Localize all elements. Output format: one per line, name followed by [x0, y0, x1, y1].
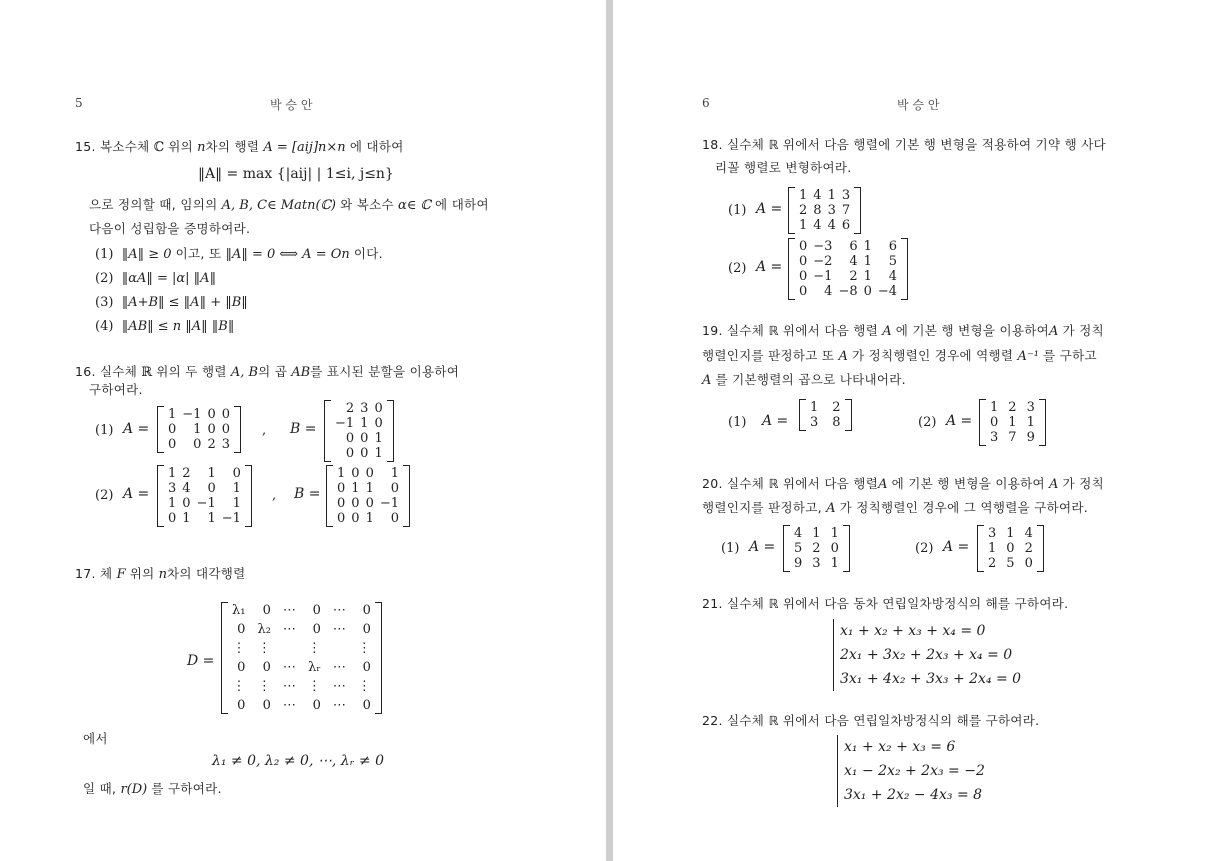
- equation: 3x₁ + 4x₂ + 3x₃ + 2x₄ = 0: [840, 671, 1022, 687]
- system-22: [837, 735, 985, 807]
- matrix-entry: 1: [863, 254, 872, 269]
- matrix-19-2: [979, 399, 1046, 446]
- problem-17-last: 일 때, r(D) 를 구하여라.: [83, 781, 222, 797]
- matrix-entry: 1: [988, 541, 997, 556]
- matrix-entry: −3: [813, 239, 833, 254]
- matrix-entry: 1: [365, 511, 374, 526]
- matrix-entry: ⋮: [232, 641, 246, 656]
- matrix-A2: [157, 465, 252, 527]
- running-head: 박 승 안: [270, 98, 313, 112]
- problem-19-line1: 19. 실수체 ℝ 위에서 다음 행렬 A 에 기본 행 변형을 이용하여A 가 정칙: [702, 323, 1104, 339]
- matrix-entry: 4: [827, 218, 836, 233]
- matrix-entry: 0: [337, 481, 346, 496]
- matrix-entry: 6: [888, 239, 898, 254]
- matrix-entry: 1: [810, 400, 819, 415]
- matrix-entry: ⋯: [282, 660, 296, 675]
- matrix-entry: ⋯: [332, 603, 346, 618]
- matrix-entry: ⋯: [332, 660, 346, 675]
- matrix-entry: 3: [168, 481, 177, 496]
- matrix-entry: [283, 641, 296, 656]
- matrix-entry: 1: [168, 466, 177, 481]
- matrix-18-2: [788, 238, 908, 300]
- matrix-entry: 0: [351, 511, 360, 526]
- matrix-A-label: A =: [756, 201, 783, 217]
- matrix-entry: 1: [232, 481, 241, 496]
- matrix-entry: 0: [799, 239, 808, 254]
- matrix-entry: 1: [1006, 526, 1015, 541]
- matrix-entry: 1: [168, 496, 177, 511]
- part-label: (1): [721, 541, 740, 556]
- part-label: (1): [95, 423, 114, 438]
- matrix-entry: 3: [810, 415, 819, 430]
- matrix-B1: [324, 400, 394, 462]
- matrix-entry: 4: [824, 284, 833, 299]
- matrix-entry: 3: [812, 556, 821, 571]
- matrix-entry: 0: [221, 422, 231, 437]
- matrix-entry: 0: [182, 496, 191, 511]
- matrix-entry: ⋯: [282, 698, 296, 713]
- problem-16-line2: 구하여라.: [89, 382, 143, 397]
- matrix-entry: 4: [849, 254, 858, 269]
- matrix-entry: 0: [237, 622, 246, 637]
- matrix-entry: ⋮: [232, 679, 246, 694]
- matrix-entry: ⋮: [307, 679, 321, 694]
- problem-15-item2: (2) ‖αA‖ = |α| ‖A‖: [95, 271, 217, 286]
- matrix-entry: 0: [168, 437, 177, 452]
- matrix-entry: 1: [182, 511, 191, 526]
- matrix-A-label: A =: [123, 486, 150, 502]
- matrix-entry: ⋯: [282, 679, 296, 694]
- matrix-entry: 1: [830, 526, 839, 541]
- matrix-entry: 0: [863, 284, 872, 299]
- matrix-entry: 3: [990, 430, 999, 445]
- matrix-D: [221, 602, 382, 714]
- norm-definition: ‖A‖ = max {|aij| | 1≤i, j≤n}: [198, 166, 394, 182]
- matrix-entry: 0: [365, 496, 374, 511]
- matrix-entry: 0: [374, 416, 383, 431]
- matrix-D-label: D =: [187, 653, 215, 669]
- matrix-entry: 2: [849, 269, 858, 284]
- matrix-entry: 1: [232, 496, 241, 511]
- matrix-entry: 0: [365, 466, 374, 481]
- matrix-entry: 0: [237, 698, 246, 713]
- part-label: (1): [728, 415, 747, 430]
- matrix-20-1: [783, 525, 850, 572]
- comma: ,: [262, 423, 267, 438]
- matrix-entry: 0: [390, 511, 400, 526]
- page-gutter: [606, 0, 613, 861]
- matrix-entry: 1: [374, 446, 383, 461]
- equation: 3x₁ + 2x₂ − 4x₃ = 8: [844, 787, 983, 803]
- matrix-entry: 0: [362, 603, 371, 618]
- matrix-entry: ⋯: [332, 622, 346, 637]
- matrix-entry: 1: [799, 188, 808, 203]
- equation: 2x₁ + 3x₂ + 2x₃ + x₄ = 0: [840, 647, 1013, 663]
- matrix-entry: 4: [813, 218, 822, 233]
- matrix-A-label: A =: [943, 539, 970, 555]
- matrix-entry: 0: [362, 622, 371, 637]
- matrix-entry: 5: [1006, 556, 1015, 571]
- part-label: (2): [728, 261, 747, 276]
- problem-20-line1: 20. 실수체 ℝ 위에서 다음 행렬A 에 기본 행 변형을 이용하여 A 가 정칙: [702, 476, 1104, 492]
- matrix-B-label: B =: [294, 486, 321, 502]
- matrix-entry: 1: [1008, 415, 1017, 430]
- matrix-entry: ⋯: [282, 603, 296, 618]
- matrix-entry: 4: [888, 269, 898, 284]
- matrix-A-label: A =: [749, 539, 776, 555]
- matrix-entry: 0: [360, 431, 369, 446]
- problem-15-item1: (1) ‖A‖ ≥ 0 이고, 또 ‖A‖ = 0 ⟺ A = On 이다.: [95, 246, 383, 262]
- matrix-entry: ⋯: [332, 698, 346, 713]
- matrix-entry: 5: [888, 254, 898, 269]
- matrix-entry: 0: [221, 407, 231, 422]
- matrix-entry: 1: [374, 431, 383, 446]
- problem-17-where: 에서: [83, 731, 108, 746]
- matrix-entry: 1: [360, 416, 369, 431]
- matrix-entry: 1: [863, 269, 872, 284]
- matrix-entry: 2: [1008, 400, 1017, 415]
- matrix-entry: −8: [838, 284, 858, 299]
- matrix-entry: −1: [335, 416, 355, 431]
- matrix-entry: 0: [312, 622, 321, 637]
- problem-18-line1: 18. 실수체 ℝ 위에서 다음 행렬에 기본 행 변형을 적용하여 기약 행 사다: [702, 137, 1107, 152]
- matrix-20-2: [977, 525, 1044, 572]
- problem-15-line3: 다음이 성립함을 증명하여라.: [89, 221, 251, 236]
- problem-19-line2: 행렬인지를 판정하고 또 A 가 정칙행렬인 경우에 역행렬 A⁻¹ 를 구하고: [702, 348, 1097, 364]
- matrix-entry: 3: [827, 203, 836, 218]
- matrix-A-label: A =: [762, 413, 789, 429]
- matrix-A-label: A =: [123, 421, 150, 437]
- matrix-entry: −1: [182, 407, 202, 422]
- matrix-entry: 0: [312, 603, 321, 618]
- matrix-entry: 1: [1026, 415, 1035, 430]
- equation: x₁ − 2x₂ + 2x₃ = −2: [844, 763, 985, 779]
- matrix-entry: 1: [799, 218, 808, 233]
- running-head: 박 승 안: [897, 98, 940, 112]
- matrix-entry: 4: [182, 481, 191, 496]
- problem-18-line2: 리꼴 행렬로 변형하여라.: [715, 160, 852, 175]
- matrix-entry: 0: [207, 481, 216, 496]
- matrix-entry: ⋮: [257, 679, 271, 694]
- problem-15-line2: 으로 정의할 때, 임의의 A, B, C∈ Matn(ℂ) 와 복소수 α∈ ℂ 에 대하여: [89, 197, 489, 213]
- matrix-entry: 1: [830, 556, 839, 571]
- matrix-entry: 0: [1006, 541, 1015, 556]
- matrix-entry: 1: [207, 466, 216, 481]
- matrix-entry: 6: [849, 239, 858, 254]
- problem-20-line2: 행렬인지를 판정하고, A 가 정칙행렬인 경우에 그 역행렬을 구하여라.: [702, 500, 1089, 516]
- matrix-entry: 0: [362, 660, 371, 675]
- matrix-entry: 0: [337, 511, 346, 526]
- matrix-entry: 3: [360, 401, 369, 416]
- matrix-entry: 2: [988, 556, 997, 571]
- matrix-entry: [333, 641, 346, 656]
- system-21: [833, 619, 1021, 691]
- part-label: (2): [915, 541, 934, 556]
- matrix-18-1: [788, 187, 861, 234]
- matrix-entry: 2: [182, 466, 191, 481]
- matrix-entry: 4: [813, 188, 822, 203]
- matrix-entry: 0: [207, 422, 216, 437]
- part-label: (2): [95, 488, 114, 503]
- matrix-entry: 0: [362, 698, 371, 713]
- matrix-entry: 0: [990, 415, 999, 430]
- matrix-entry: 0: [374, 401, 383, 416]
- matrix-entry: 0: [1024, 556, 1033, 571]
- matrix-entry: 0: [345, 446, 355, 461]
- matrix-entry: 3: [221, 437, 231, 452]
- matrix-entry: 2: [1024, 541, 1033, 556]
- matrix-entry: 0: [262, 660, 271, 675]
- matrix-entry: 2: [812, 541, 821, 556]
- matrix-B2: [326, 465, 410, 527]
- matrix-entry: 1: [390, 466, 400, 481]
- matrix-entry: 0: [232, 466, 241, 481]
- matrix-entry: 0: [262, 603, 271, 618]
- matrix-entry: −2: [813, 254, 833, 269]
- comma: ,: [272, 488, 277, 503]
- matrix-entry: −1: [196, 496, 216, 511]
- matrix-entry: 0: [799, 284, 808, 299]
- matrix-entry: 0: [168, 422, 177, 437]
- problem-16-line1: 16. 실수체 ℝ 위의 두 행렬 A, B의 곱 AB를 표시된 분할을 이용하여: [75, 364, 460, 380]
- matrix-entry: 1: [827, 188, 836, 203]
- matrix-entry: 1: [990, 400, 999, 415]
- matrix-entry: 0: [390, 481, 400, 496]
- matrix-entry: 0: [799, 254, 808, 269]
- problem-17-condition: λ₁ ≠ 0, λ₂ ≠ 0, ⋯, λᵣ ≠ 0: [212, 753, 385, 769]
- matrix-entry: 1: [351, 481, 360, 496]
- matrix-entry: 9: [794, 556, 803, 571]
- matrix-entry: ⋯: [282, 622, 296, 637]
- matrix-entry: 0: [799, 269, 808, 284]
- problem-19-line3: A 를 기본행렬의 곱으로 나타내어라.: [702, 372, 906, 388]
- matrix-entry: 3: [841, 188, 851, 203]
- matrix-entry: 2: [832, 400, 841, 415]
- matrix-entry: 0: [207, 407, 216, 422]
- matrix-entry: 0: [345, 431, 355, 446]
- problem-22-line1: 22. 실수체 ℝ 위에서 다음 연립일차방정식의 해를 구하여라.: [702, 713, 1040, 728]
- matrix-entry: 0: [830, 541, 839, 556]
- part-label: (2): [918, 415, 937, 430]
- matrix-entry: 0: [237, 660, 246, 675]
- matrix-entry: 1: [812, 526, 821, 541]
- matrix-entry: 0: [351, 496, 360, 511]
- matrix-entry: 3: [1026, 400, 1035, 415]
- matrix-entry: 2: [207, 437, 216, 452]
- problem-15-item3: (3) ‖A+B‖ ≤ ‖A‖ + ‖B‖: [95, 295, 248, 310]
- matrix-entry: −4: [877, 284, 898, 299]
- matrix-entry: 2: [799, 203, 808, 218]
- matrix-entry: ⋮: [357, 641, 371, 656]
- matrix-entry: 1: [863, 239, 872, 254]
- equation: x₁ + x₂ + x₃ = 6: [844, 739, 956, 755]
- matrix-entry: 1: [337, 466, 346, 481]
- matrix-19-1: [799, 399, 852, 431]
- problem-15-item4: (4) ‖AB‖ ≤ n ‖A‖ ‖B‖: [95, 319, 235, 334]
- matrix-entry: 7: [1008, 430, 1017, 445]
- matrix-entry: 5: [794, 541, 803, 556]
- matrix-entry: 0: [351, 466, 360, 481]
- matrix-entry: λ₂: [257, 622, 271, 637]
- matrix-B-label: B =: [290, 421, 317, 437]
- matrix-entry: 4: [1024, 526, 1033, 541]
- page-number: 5: [75, 96, 83, 110]
- matrix-entry: 1: [207, 511, 216, 526]
- matrix-A-label: A =: [756, 259, 783, 275]
- matrix-entry: 4: [794, 526, 803, 541]
- matrix-entry: 0: [360, 446, 369, 461]
- matrix-entry: 0: [193, 437, 202, 452]
- matrix-entry: 1: [193, 422, 202, 437]
- matrix-entry: 6: [841, 218, 851, 233]
- matrix-entry: 7: [841, 203, 851, 218]
- problem-21-line1: 21. 실수체 ℝ 위에서 다음 동차 연립일차방정식의 해를 구하여라.: [702, 596, 1069, 611]
- page-number: 6: [702, 96, 710, 110]
- matrix-entry: 8: [832, 415, 841, 430]
- matrix-A-label: A =: [946, 413, 973, 429]
- matrix-entry: 0: [262, 698, 271, 713]
- matrix-entry: −1: [379, 496, 400, 511]
- matrix-entry: 9: [1026, 430, 1035, 445]
- matrix-entry: λᵣ: [308, 660, 321, 675]
- part-label: (1): [728, 203, 747, 218]
- matrix-entry: 0: [168, 511, 177, 526]
- matrix-entry: ⋮: [257, 641, 271, 656]
- matrix-entry: 2: [345, 401, 355, 416]
- matrix-entry: 1: [168, 407, 177, 422]
- matrix-entry: 0: [312, 698, 321, 713]
- equation: x₁ + x₂ + x₃ + x₄ = 0: [840, 623, 986, 639]
- matrix-entry: ⋯: [332, 679, 346, 694]
- problem-17-line1: 17. 체 F 위의 n차의 대각행렬: [75, 566, 246, 582]
- matrix-entry: −1: [813, 269, 833, 284]
- matrix-entry: 3: [988, 526, 997, 541]
- matrix-entry: 8: [813, 203, 822, 218]
- matrix-entry: 1: [365, 481, 374, 496]
- left-page: [0, 0, 606, 861]
- matrix-entry: −1: [221, 511, 241, 526]
- problem-15-line1: 15. 복소수체 ℂ 위의 n차의 행렬 A = [aij]n×n 에 대하여: [75, 139, 404, 155]
- matrix-entry: λ₁: [232, 603, 246, 618]
- matrix-A1: [157, 406, 241, 453]
- matrix-entry: 0: [337, 496, 346, 511]
- matrix-entry: ⋮: [307, 641, 321, 656]
- right-page: [613, 0, 1219, 861]
- matrix-entry: ⋮: [357, 679, 371, 694]
